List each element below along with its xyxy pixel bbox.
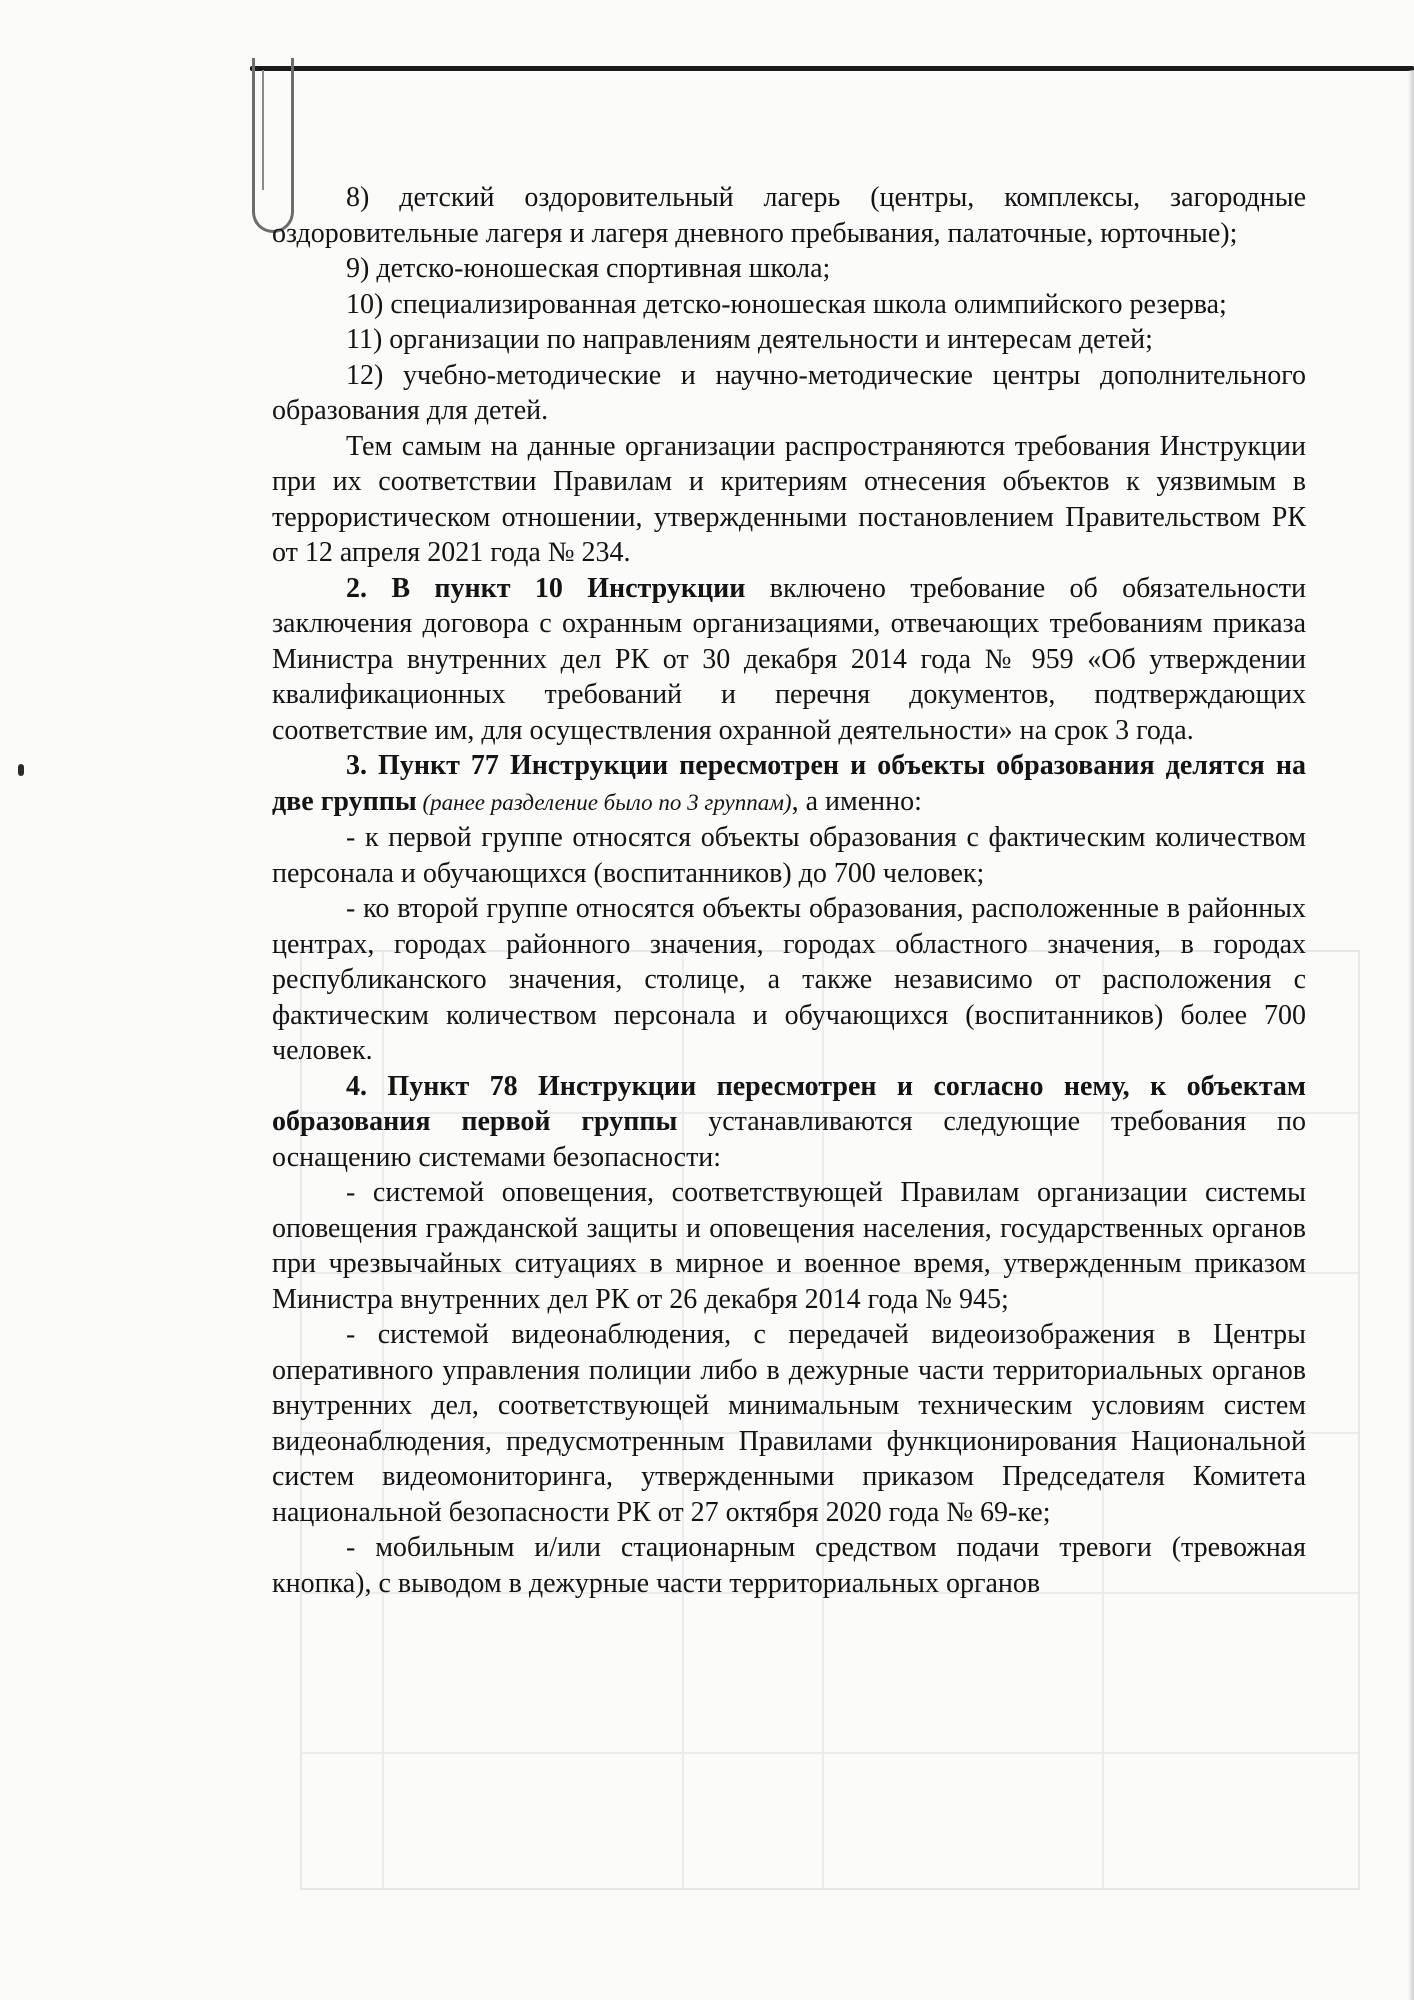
scan-right-shadow bbox=[1408, 70, 1414, 2000]
list-item-11: 11) организации по направлениям деятельности и интересам детей; bbox=[346, 324, 1153, 355]
scan-speck bbox=[18, 764, 24, 776]
list-item-9: 9) детско-юношеская спортивная школа; bbox=[346, 253, 831, 284]
point-4-paragraph bbox=[272, 1069, 1306, 1176]
list-item-10: 10) специализированная детско-юношеская школа олимпийского резерва; bbox=[346, 288, 1227, 320]
point-4-requirement-alert: - системой оповещения, соответствующей Правилам организации системы оповещения гражданской защиты и оповещения населения, государственных органов при чрезвычайных ситуациях в мирное и военное время, утвержденным приказом Министра внутренних дел РК от 26 декабря 2014 года № 945; bbox=[272, 1177, 1306, 1315]
point-3-paragraph bbox=[272, 748, 1306, 820]
consequence-paragraph: Тем самым на данные организации распространяются требования Инструкции при их соответствии Правилам и критериям отнесения объектов к уязвимым в террористическом отношении, утвержденными постановлением Правительством РК от 12 апреля 2021 года № 234. bbox=[272, 430, 1306, 568]
point-3-note: (ранее разделение было по 3 группам) bbox=[416, 789, 792, 815]
point-2-paragraph bbox=[272, 571, 1306, 749]
point-3-group-1: - к первой группе относятся объекты образования с фактическим количеством персонала и обучающихся (воспитанников) до 700 человек; bbox=[272, 822, 1306, 889]
point-4-text: устанавливаются следующие требования по оснащению системами безопасности: bbox=[272, 1106, 1306, 1173]
point-2-heading: 2. В пункт 10 Инструкции bbox=[346, 572, 746, 604]
point-4-requirement-panic-button: - мобильным и/или стационарным средством подачи тревоги (тревожная кнопка), с выводом в дежурные части территориальных органов bbox=[272, 1532, 1306, 1599]
point-4-requirement-video: - системой видеонаблюдения, с передачей видеоизображения в Центры оперативного управления полиции либо в дежурные части территориальных органов внутренних дел, соответствующей минимальным техническим условиям систем видеонаблюдения, предусмотренным Правилами функционирования Национальной систем видеомониторинга, утвержденными приказом Председателя Комитета национальной безопасности РК от 27 октября 2020 года № 69-ке; bbox=[272, 1319, 1306, 1528]
list-item-8: 8) детский оздоровительный лагерь (центры, комплексы, загородные оздоровительные лагеря и лагеря дневного пребывания, палаточные, юрточные); bbox=[272, 182, 1306, 249]
ghost-table-row-line bbox=[302, 1752, 1358, 1754]
point-3-text: , а именно: bbox=[791, 785, 922, 817]
list-item-12: 12) учебно-методические и научно-методические центры дополнительного образования для детей. bbox=[272, 359, 1306, 426]
paperclip-inner-wire bbox=[262, 70, 284, 190]
scan-top-edge bbox=[250, 66, 1414, 71]
point-2-text: включено требование об обязательности заключения договора с охранным организациями, отвечающих требованиям приказа Министра внутренних дел РК от 30 декабря 2014 года № 959 «Об утверждении квалификационных требований и перечня документов, подтверждающих соответствие им, для осуществления охранной деятельности» на срок 3 года. bbox=[272, 572, 1306, 746]
point-3-group-2: - ко второй группе относятся объекты образования, расположенные в районных центрах, городах районного значения, городах областного значения, в городах республиканского значения, столице, а также независимо от расположения с фактическим количеством персонала и обучающихся (воспитанников) более 700 человек. bbox=[272, 893, 1306, 1066]
point-3-heading: 3. Пункт 77 Инструкции пересмотрен и объекты образования делятся на две группы bbox=[272, 750, 1306, 817]
document-body bbox=[272, 180, 1306, 1601]
point-4-heading: 4. Пункт 78 Инструкции пересмотрен и согласно нему, к объектам образования первой группы bbox=[272, 1070, 1306, 1137]
